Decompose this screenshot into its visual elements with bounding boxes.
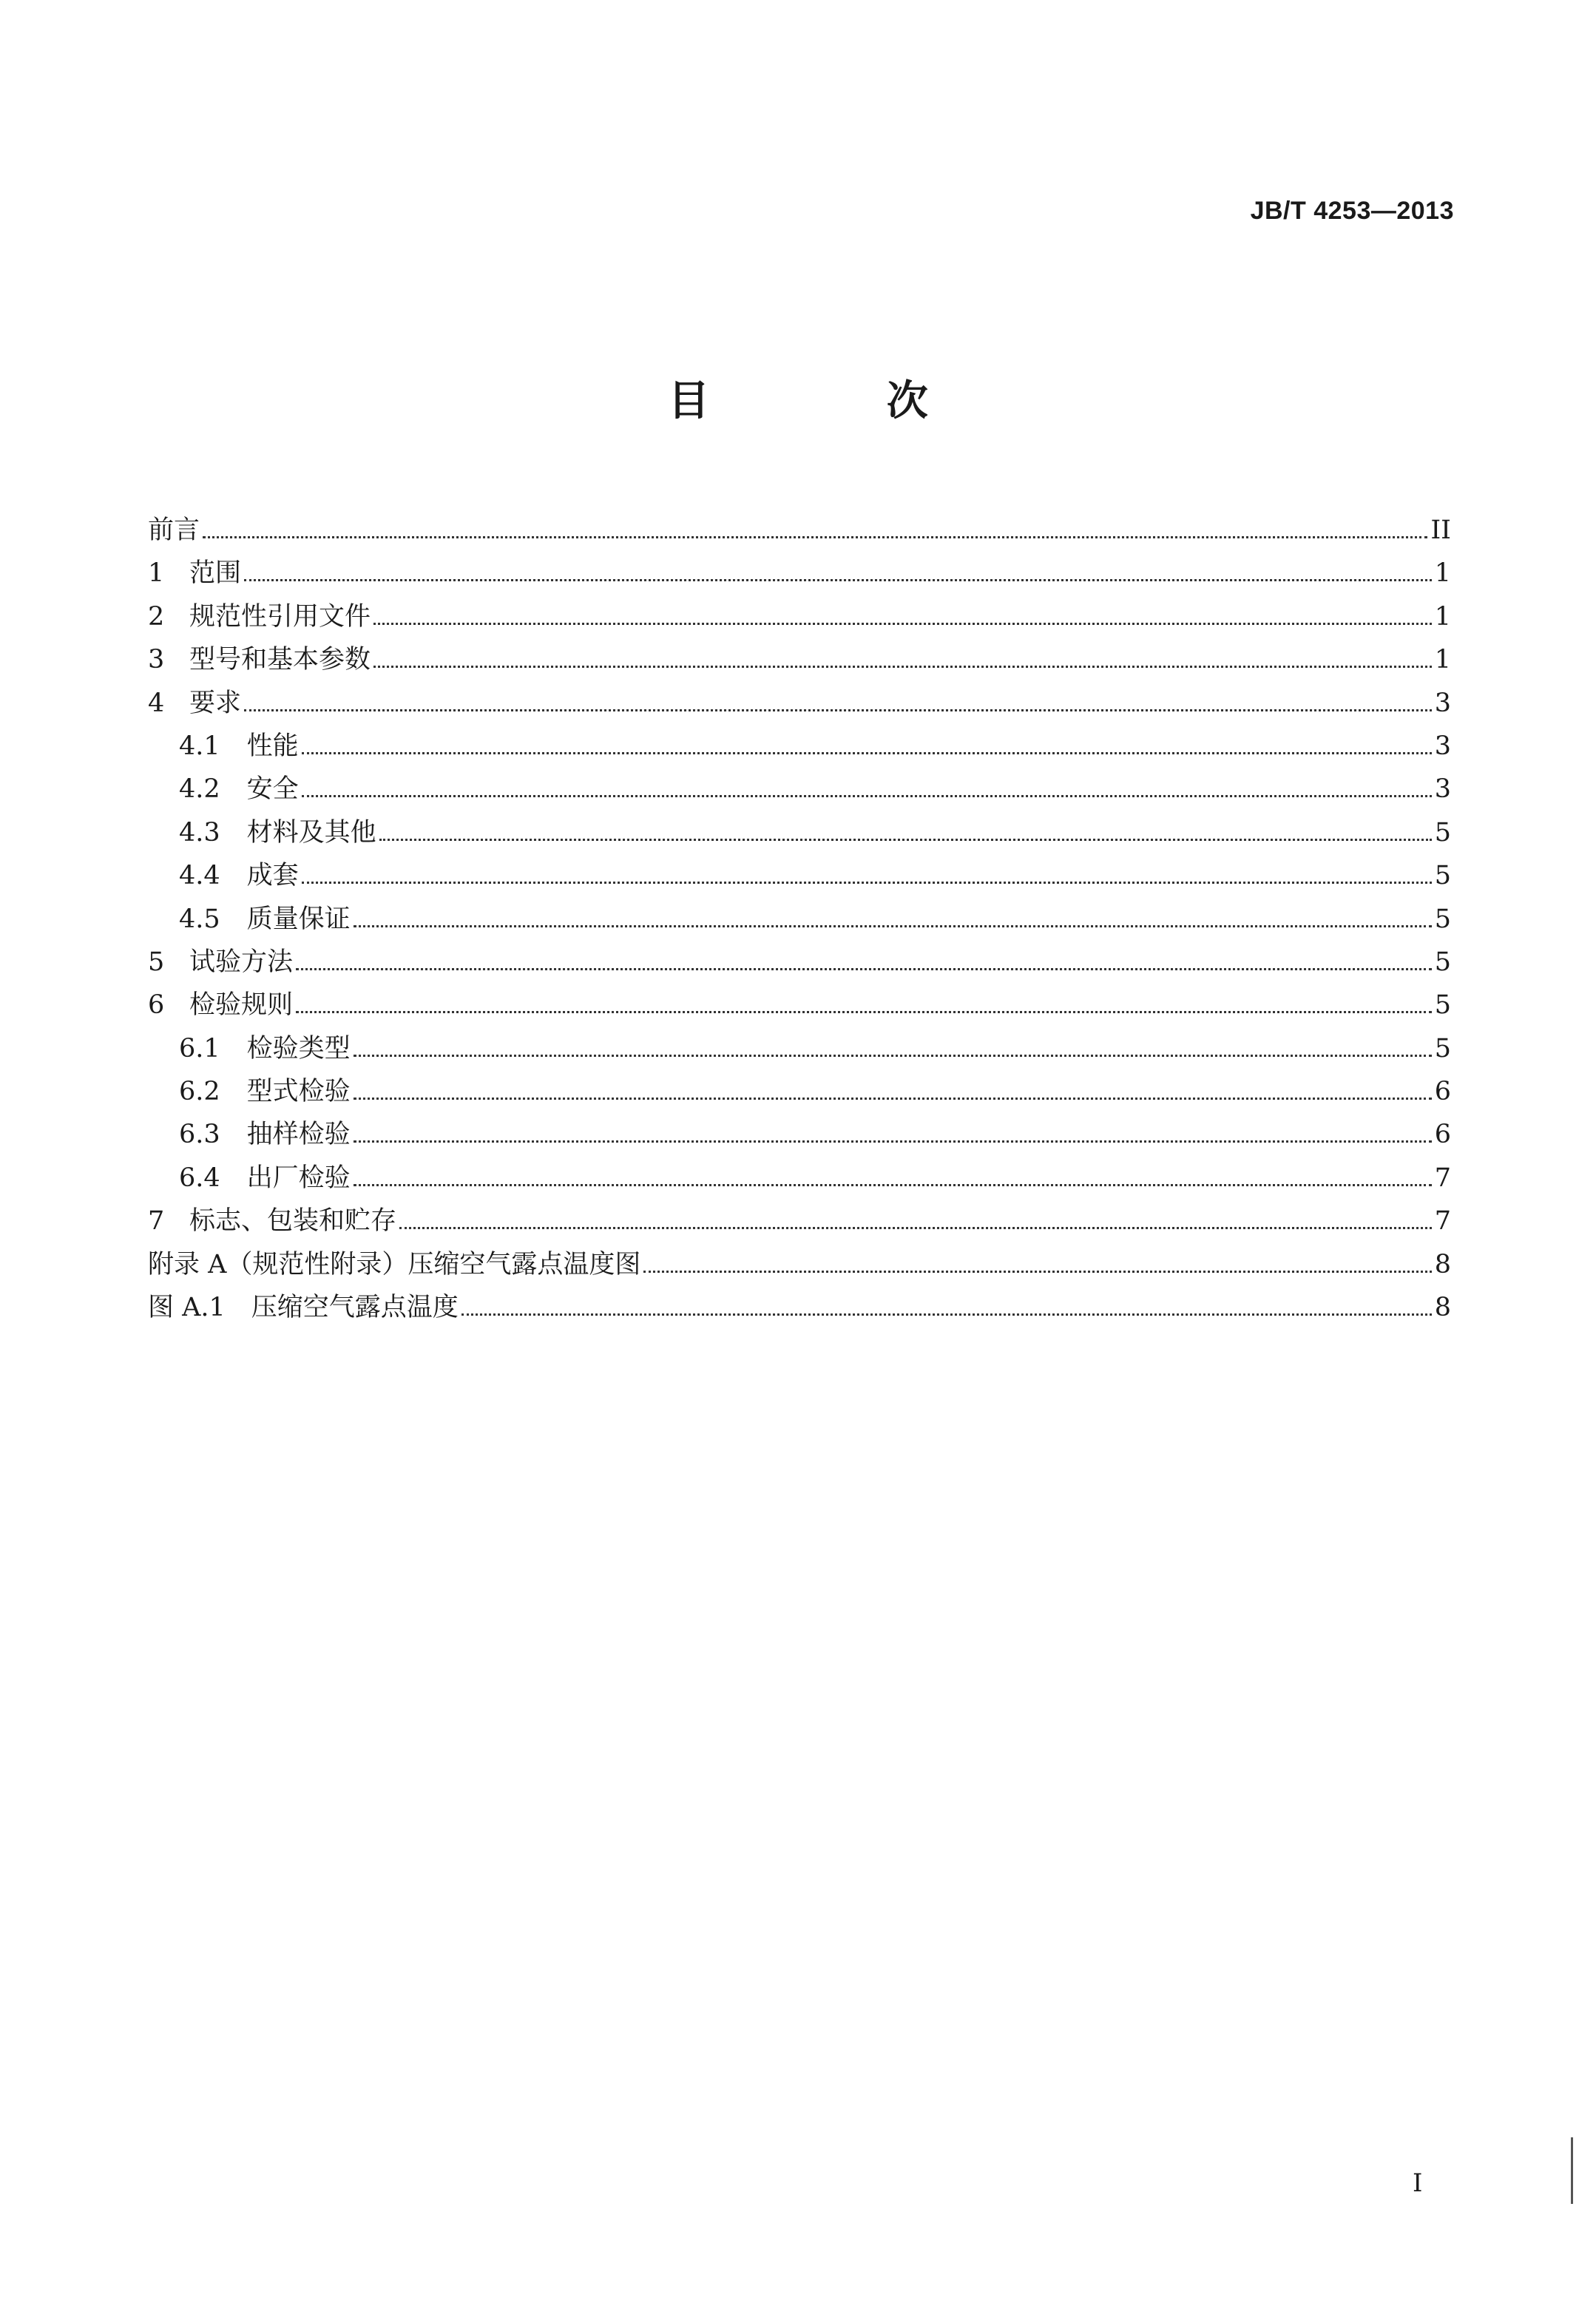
toc-dot-leader — [354, 1098, 1432, 1100]
toc-entry[interactable] — [148, 941, 1451, 984]
standard-number: JB/T 4253—2013 — [1250, 197, 1454, 225]
toc-entry-page: 3 — [1434, 774, 1451, 805]
toc-entry-number: 7 — [148, 1206, 165, 1237]
toc-dot-leader — [643, 1271, 1431, 1273]
toc-entry-page: 5 — [1434, 904, 1451, 934]
toc-entry-title: 型式检验 — [246, 1077, 351, 1107]
toc-entry-number: 4.5 — [179, 904, 220, 934]
toc-entry-title: 检验类型 — [246, 1033, 351, 1063]
toc-entry-page: 8 — [1434, 1249, 1451, 1279]
table-of-contents — [148, 509, 1451, 1329]
toc-dot-leader — [373, 623, 1432, 625]
toc-dot-leader — [244, 579, 1432, 581]
toc-dot-leader — [354, 1184, 1432, 1186]
toc-dot-leader — [461, 1313, 1432, 1316]
toc-entry-page: 5 — [1434, 990, 1451, 1021]
toc-entry-title: 图 A.1 压缩空气露点温度 — [148, 1293, 459, 1323]
toc-entry-page: II — [1430, 515, 1451, 545]
toc-entry-title: 范围 — [189, 558, 242, 589]
toc-entry-number: 1 — [148, 558, 165, 589]
toc-entry-page: 5 — [1434, 947, 1451, 977]
toc-entry-title: 附录 A（规范性附录）压缩空气露点温度图 — [148, 1249, 641, 1279]
toc-entry-number: 6.1 — [179, 1033, 220, 1063]
toc-entry-number: 3 — [148, 645, 165, 675]
toc-entry-page: 5 — [1434, 817, 1451, 848]
toc-dot-leader — [373, 666, 1432, 668]
toc-entry[interactable] — [148, 595, 1451, 638]
toc-entry-title: 试验方法 — [189, 947, 294, 977]
toc-entry-page: 5 — [1434, 861, 1451, 891]
toc-dot-leader — [302, 795, 1432, 797]
toc-entry-page: 1 — [1434, 645, 1451, 675]
toc-entry[interactable] — [148, 1286, 1451, 1329]
toc-dot-leader — [244, 709, 1432, 711]
toc-entry-page: 1 — [1434, 601, 1451, 632]
toc-entry-number: 6.3 — [179, 1120, 220, 1150]
toc-dot-leader — [379, 839, 1432, 841]
toc-heading: 目 次 — [668, 377, 1010, 425]
toc-entry-number: 4.2 — [179, 774, 220, 805]
toc-entry-page: 6 — [1434, 1077, 1451, 1107]
toc-dot-leader — [354, 925, 1432, 927]
toc-entry-page: 6 — [1434, 1120, 1451, 1150]
page-folio: I — [1413, 2168, 1423, 2198]
toc-entry-title: 前言 — [148, 515, 200, 545]
toc-entry[interactable] — [148, 638, 1451, 681]
toc-entry-number: 2 — [148, 601, 165, 632]
toc-entry-page: 8 — [1434, 1293, 1451, 1323]
toc-entry-page: 7 — [1434, 1163, 1451, 1193]
toc-entry[interactable] — [148, 984, 1451, 1027]
toc-entry-title: 性能 — [246, 731, 299, 761]
toc-entry-title: 规范性引用文件 — [189, 601, 371, 632]
toc-dot-leader — [296, 968, 1432, 970]
toc-entry-number: 4.1 — [179, 731, 220, 761]
toc-entry-page: 3 — [1434, 731, 1451, 761]
toc-entry-title: 标志、包装和贮存 — [189, 1206, 397, 1237]
toc-entry-title: 型号和基本参数 — [189, 645, 371, 675]
toc-entry-page: 5 — [1434, 1033, 1451, 1063]
toc-entry-title: 安全 — [246, 774, 299, 805]
toc-entry[interactable] — [148, 509, 1451, 552]
toc-entry-title: 检验规则 — [189, 990, 294, 1021]
toc-dot-leader — [302, 752, 1432, 754]
toc-entry-number: 4.3 — [179, 817, 220, 848]
toc-entry-title: 出厂检验 — [246, 1163, 351, 1193]
toc-dot-leader — [296, 1011, 1432, 1013]
toc-entry[interactable] — [148, 682, 1451, 725]
toc-entry-page: 3 — [1434, 688, 1451, 718]
toc-entry[interactable] — [148, 1027, 1451, 1070]
toc-dot-leader — [399, 1227, 1432, 1229]
toc-entry-title: 抽样检验 — [246, 1120, 351, 1150]
toc-entry-number: 4 — [148, 688, 165, 718]
toc-dot-leader — [203, 536, 1427, 538]
toc-entry-title: 材料及其他 — [246, 817, 376, 848]
toc-entry-number: 6.2 — [179, 1077, 220, 1107]
toc-entry[interactable] — [148, 552, 1451, 595]
toc-entry-title: 要求 — [189, 688, 242, 718]
scan-margin-mark — [1571, 2137, 1573, 2204]
toc-entry-title: 成套 — [246, 861, 299, 891]
toc-entry[interactable] — [148, 768, 1451, 811]
toc-entry-title: 质量保证 — [246, 904, 351, 934]
toc-entry-number: 5 — [148, 947, 165, 977]
toc-entry-number: 4.4 — [179, 861, 220, 891]
toc-entry[interactable] — [148, 811, 1451, 854]
toc-entry[interactable] — [148, 854, 1451, 897]
toc-entry[interactable] — [148, 1243, 1451, 1286]
toc-entry[interactable] — [148, 1070, 1451, 1113]
toc-entry[interactable] — [148, 725, 1451, 768]
toc-entry[interactable] — [148, 898, 1451, 941]
toc-entry[interactable] — [148, 1157, 1451, 1200]
toc-dot-leader — [354, 1055, 1432, 1057]
toc-entry-page: 7 — [1434, 1206, 1451, 1237]
toc-dot-leader — [302, 882, 1432, 884]
toc-entry[interactable] — [148, 1113, 1451, 1156]
toc-entry-number: 6 — [148, 990, 165, 1021]
toc-entry-number: 6.4 — [179, 1163, 220, 1193]
toc-entry-page: 1 — [1434, 558, 1451, 589]
toc-dot-leader — [354, 1140, 1432, 1143]
toc-entry[interactable] — [148, 1200, 1451, 1242]
